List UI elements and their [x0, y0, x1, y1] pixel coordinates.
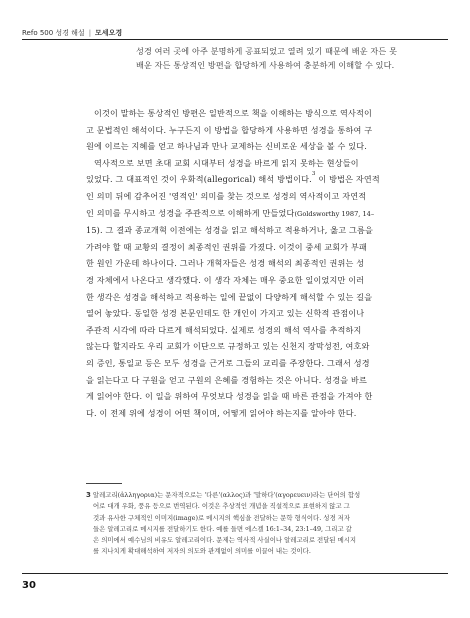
- body-line-text: 있었다. 그 대표적인 것이 우화적(allegorical) 해석 방법이다.: [86, 174, 312, 185]
- body-line-text: 인 의미를 무시하고 성경을 주관적으로 이해하게 만들었다: [86, 207, 295, 218]
- body-line: [86, 205, 436, 223]
- body-line: 한 생각은 성경을 해석하고 적용하는 일에 끝없이 다양하게 해석할 수 있는 길을: [86, 291, 373, 302]
- header-rule: [22, 39, 448, 40]
- body-line: 이것이 말하는 통상적인 방편은 일반적으로 책을 이해하는 방식으로 역사적이: [94, 108, 372, 118]
- footnote-line: 들은 알레고리로 메시지를 전달하기도 한다. 예를 들면 에스겔 16:1–34, 23:1–49, 그리고 갈: [93, 524, 352, 533]
- body-line: 경 자체에서 나온다고 생각했다. 이 생각 자체는 매우 중요한 일이었지만 이러: [86, 274, 365, 285]
- body-line: 역사적으로 보면 초대 교회 시대부터 성경을 바르게 읽지 못하는 현상들이: [94, 157, 359, 168]
- book-title-label: 모세오경: [95, 29, 123, 37]
- body-line: 고 문법적인 해석이다. 누구든지 이 방법을 합당하게 사용하면 성경을 통하여 구: [86, 124, 373, 135]
- body-line-text: 이 방법은 자연적: [318, 174, 380, 185]
- body-line: 인 의미 뒤에 감추어진 '영적인' 의미를 찾는 것으로 성경의 역사적이고 자연적: [86, 190, 367, 201]
- footnote-line: [86, 490, 436, 501]
- footer-rule: [22, 573, 448, 574]
- body-line: 게 읽어야 한다. 이 일을 위하여 무엇보다 성경을 읽을 때 바른 관점을 가져야 한: [86, 391, 373, 402]
- footnote-line-text: 알레고리(ἀλληγορια)는 문자적으로는 '다른'(αλλος)과 '말하다'(αγορευειν)라는 단어의 합성: [92, 491, 361, 499]
- block-quote: [136, 44, 436, 72]
- footnote-line: 어로 대개 우화, 풍유 등으로 번역된다. 이것은 추상적인 개념을 직설적으로 표현하지 않고 그: [93, 502, 350, 511]
- footnote-number: 3: [86, 491, 91, 499]
- body-line: 원에 이르는 지혜를 얻고 하나님과 만나 교제하는 신비로운 세상을 볼 수 있다.: [86, 141, 367, 152]
- footnote-line: 은 의미에서 예수님의 비유도 알레고리이다. 문제는 역사적 사실이나 알레고리로 전달된 메시지: [93, 536, 357, 545]
- body-line: 가려야 할 때 교황의 결정이 최종적인 권위를 가졌다. 이것이 중세 교회가 부패: [86, 241, 367, 252]
- quote-line: 성경 여러 곳에 아주 분명하게 공표되었고 열려 있기 때문에 배운 자든 못: [136, 46, 398, 56]
- citation: (Goldsworthy 1987, 14–: [294, 209, 375, 218]
- body-line: 한 원인 가운데 하나이다. 그러나 개혁자들은 성경 해석의 최종적인 권위는 성: [86, 258, 365, 269]
- footnote-line: 를 지나치게 확대해석하여 저자의 의도와 관계없이 의미를 이끌어 내는 것이다.: [93, 547, 311, 556]
- body-text: [86, 105, 436, 421]
- footnote: [86, 490, 436, 558]
- footnote-rule: [86, 483, 122, 484]
- footnote-line: 것과 유사한 구체적인 이미지(image)로 메시지의 핵심을 전달하는 문학 형식이다. 성경 저자: [93, 513, 351, 522]
- body-line: 을 읽는다고 다 구원을 얻고 구원의 은혜를 경험하는 것은 아니다. 성경을 바르: [86, 374, 367, 385]
- footnote-marker[interactable]: 3: [311, 171, 316, 178]
- book-series-label: Refo 500 성경 해설: [22, 29, 85, 37]
- body-line: 다. 이 전제 위에 성경이 어떤 책이며, 어떻게 읽어야 하는지를 알아야 한다.: [86, 407, 357, 418]
- body-line: 않는다 할지라도 우리 교회가 이단으로 규정하고 있는 신천지 장막성전, 여호와: [86, 341, 370, 352]
- quote-line: 배운 자든 통상적인 방편을 합당하게 사용하여 충분하게 이해할 수 있다.: [136, 60, 395, 70]
- page-number: 30: [22, 580, 36, 591]
- running-header: [22, 28, 448, 38]
- body-line: [86, 171, 436, 188]
- header-separator: |: [88, 29, 92, 37]
- body-line: 주관적 시각에 따라 다르게 해석되었다. 실제로 성경의 해석 역사를 추적하지: [86, 324, 362, 335]
- body-line: 15). 그 결과 종교개혁 이전에는 성경을 읽고 해석하고 적용하거나, 옳고 그름을: [86, 225, 373, 236]
- body-line: 열어 놓았다. 동일한 성경 본문인데도 한 개인이 가지고 있는 신학적 관점이나: [86, 308, 365, 319]
- body-line: 의 증인, 통일교 등은 모두 성경을 근거로 그들의 교리를 주장한다. 그래서 성경: [86, 357, 370, 368]
